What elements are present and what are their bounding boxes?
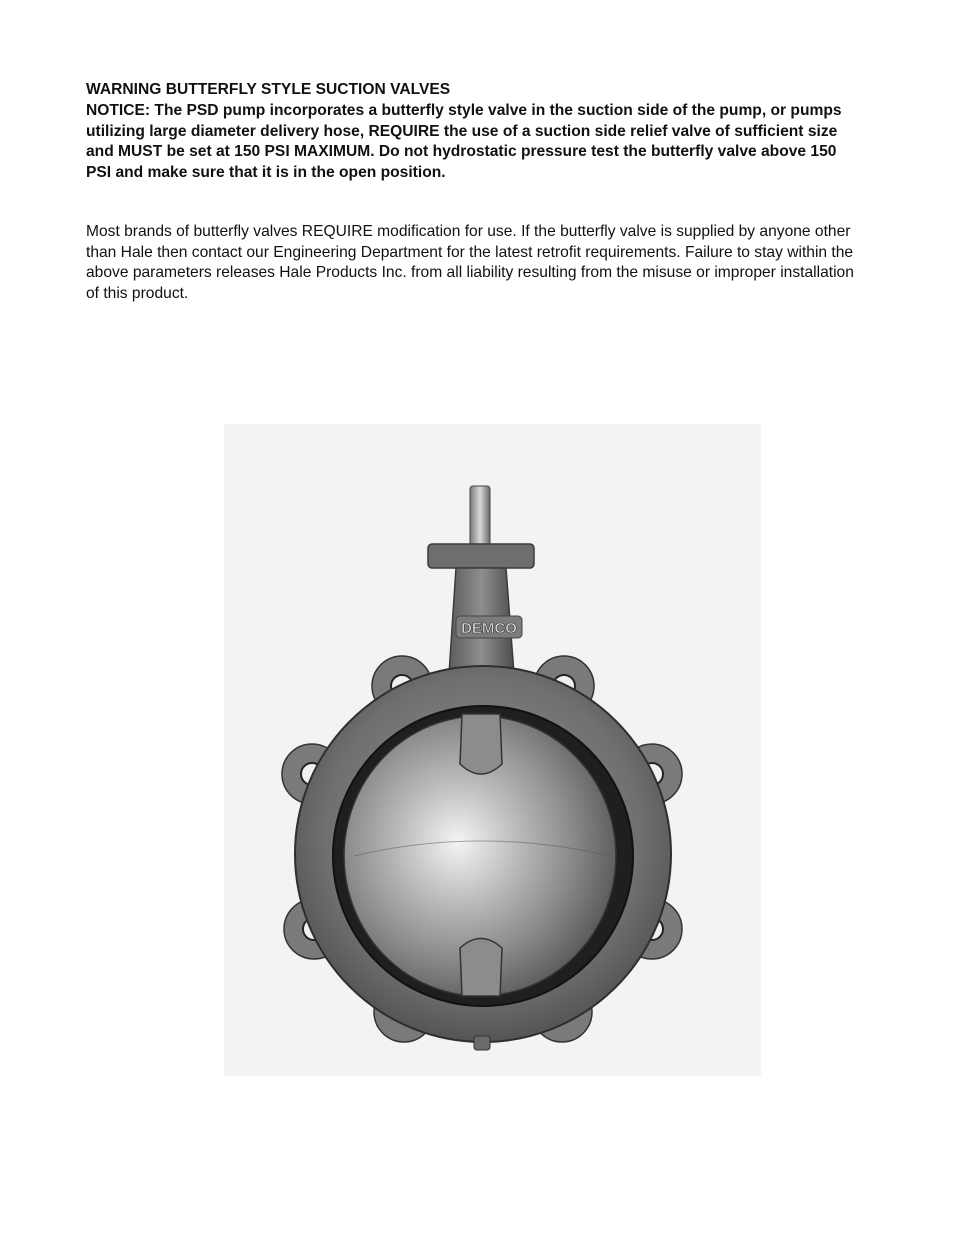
brand-mark-logo: DEMCO xyxy=(461,620,517,637)
mounting-flange xyxy=(428,544,534,568)
valve-stem xyxy=(470,486,490,548)
bottom-nub xyxy=(474,1036,490,1050)
disc-top-hub xyxy=(460,714,502,774)
notice-paragraph: NOTICE: The PSD pump incorporates a butterfly style valve in the suction side of the pump, or pumps utilizing large diameter delivery hose, REQUIRE the use of a suction side relief valve of sufficient size and MUST be set at 150 PSI MAXIMUM. Do not hydrostatic pressure test the butterfly valve above 150 PSI and make sure that it is in the open position. xyxy=(86,102,842,181)
disc-bottom-hub xyxy=(460,939,502,997)
warning-heading: WARNING BUTTERFLY STYLE SUCTION VALVES xyxy=(86,81,451,98)
butterfly-valve-photo xyxy=(224,424,761,1076)
body-paragraph: Most brands of butterfly valves REQUIRE modification for use. If the butterfly valve is supplied by anyone other than Hale then contact our Engineering Department for the latest retrofit requirements. Failure to stay within the above parameters releases Hale Products Inc. from all liability resulting from the misuse or improper installation of this product. xyxy=(86,223,854,302)
